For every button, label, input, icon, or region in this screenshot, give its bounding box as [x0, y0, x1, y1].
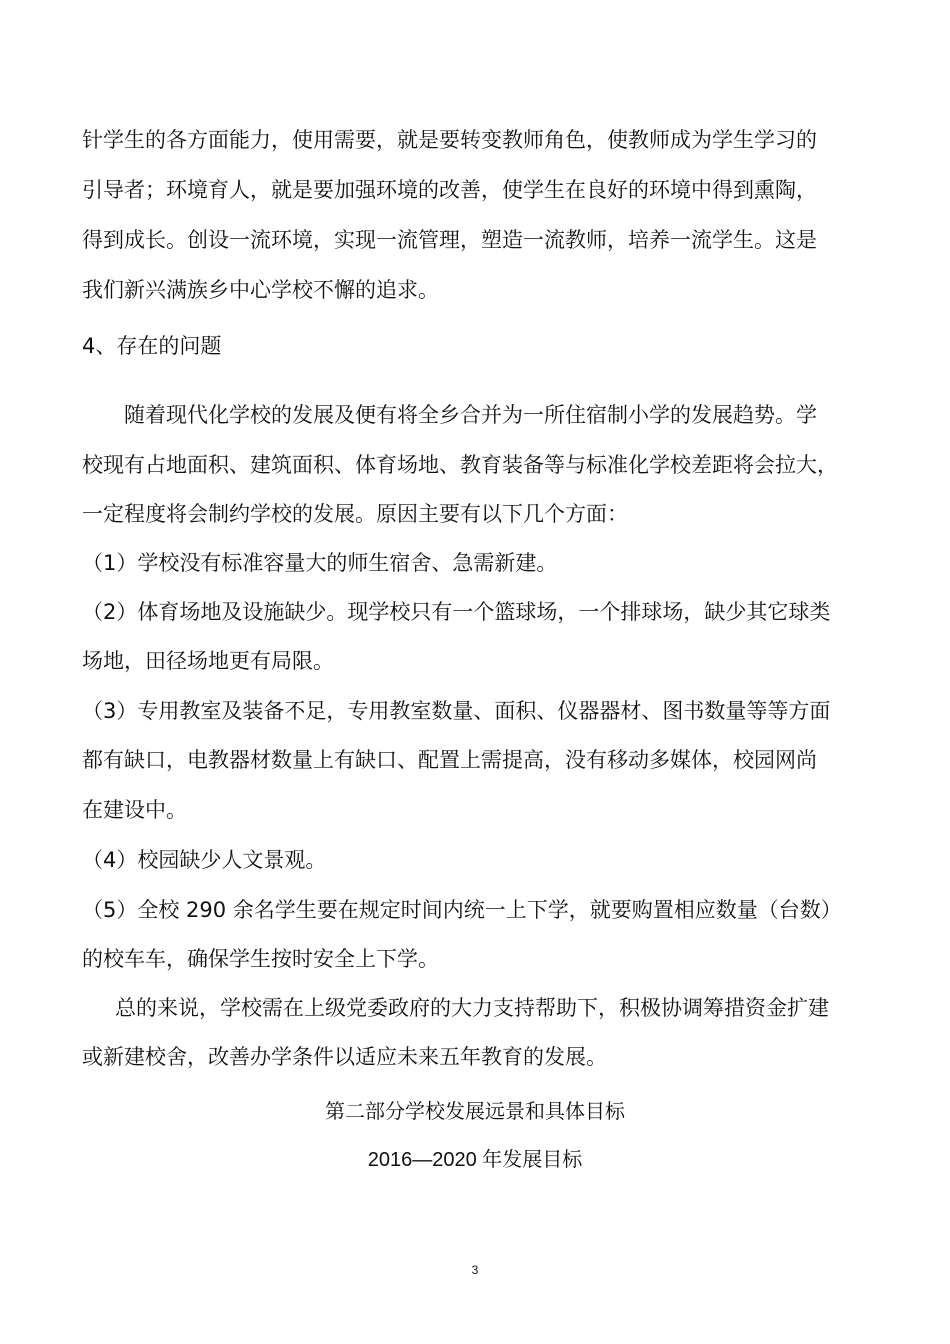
paragraph-line: 一定程度将会制约学校的发展。原因主要有以下几个方面： [82, 502, 628, 526]
paragraph-line: 或新建校舍，改善办学条件以适应未来五年教育的发展。 [82, 1045, 607, 1069]
paragraph-line: 总的来说，学校需在上级党委政府的大力支持帮助下，积极协调筹措资金扩建 [115, 996, 829, 1020]
section-heading: 4、存在的问题 [82, 334, 222, 358]
list-item: （2）体育场地及设施缺少。现学校只有一个篮球场，一个排球场，缺少其它球类 [82, 600, 831, 624]
list-item: （1）学校没有标准容量大的师生宿舍、急需新建。 [82, 551, 558, 575]
list-item: （5）全校 290 余名学生要在规定时间内统一上下学，就要购置相应数量（台数） [82, 898, 842, 922]
list-item: 场地，田径场地更有局限。 [82, 649, 334, 673]
part-subtitle: 2016—2020 年发展目标 [367, 1149, 583, 1171]
list-item: 在建设中。 [82, 798, 187, 822]
paragraph-line: 针学生的各方面能力，使用需要，就是要转变教师角色，使教师成为学生学习的 [82, 128, 817, 152]
part-title: 第二部分学校发展远景和具体目标 [325, 1099, 625, 1123]
paragraph-line: 随着现代化学校的发展及便有将全乡合并为一所住宿制小学的发展趋势。学 [124, 403, 817, 427]
list-item: 都有缺口，电教器材数量上有缺口、配置上需提高，没有移动多媒体，校园网尚 [82, 748, 817, 772]
paragraph-line: 得到成长。创设一流环境，实现一流管理，塑造一流教师，培养一流学生。这是 [82, 228, 817, 252]
paragraph-line: 我们新兴满族乡中心学校不懈的追求。 [82, 278, 439, 302]
paragraph-line: 校现有占地面积、建筑面积、体育场地、教育装备等与标准化学校差距将会拉大， [82, 453, 838, 477]
list-item: 的校车车，确保学生按时安全上下学。 [82, 947, 439, 971]
list-item: （4）校园缺少人文景观。 [82, 848, 327, 872]
paragraph-line: 引导者；环境育人，就是要加强环境的改善，使学生在良好的环境中得到熏陶， [82, 178, 817, 202]
list-item: （3）专用教室及装备不足，专用教室数量、面积、仪器器材、图书数量等等方面 [82, 699, 831, 723]
page-number: 3 [471, 1263, 479, 1277]
